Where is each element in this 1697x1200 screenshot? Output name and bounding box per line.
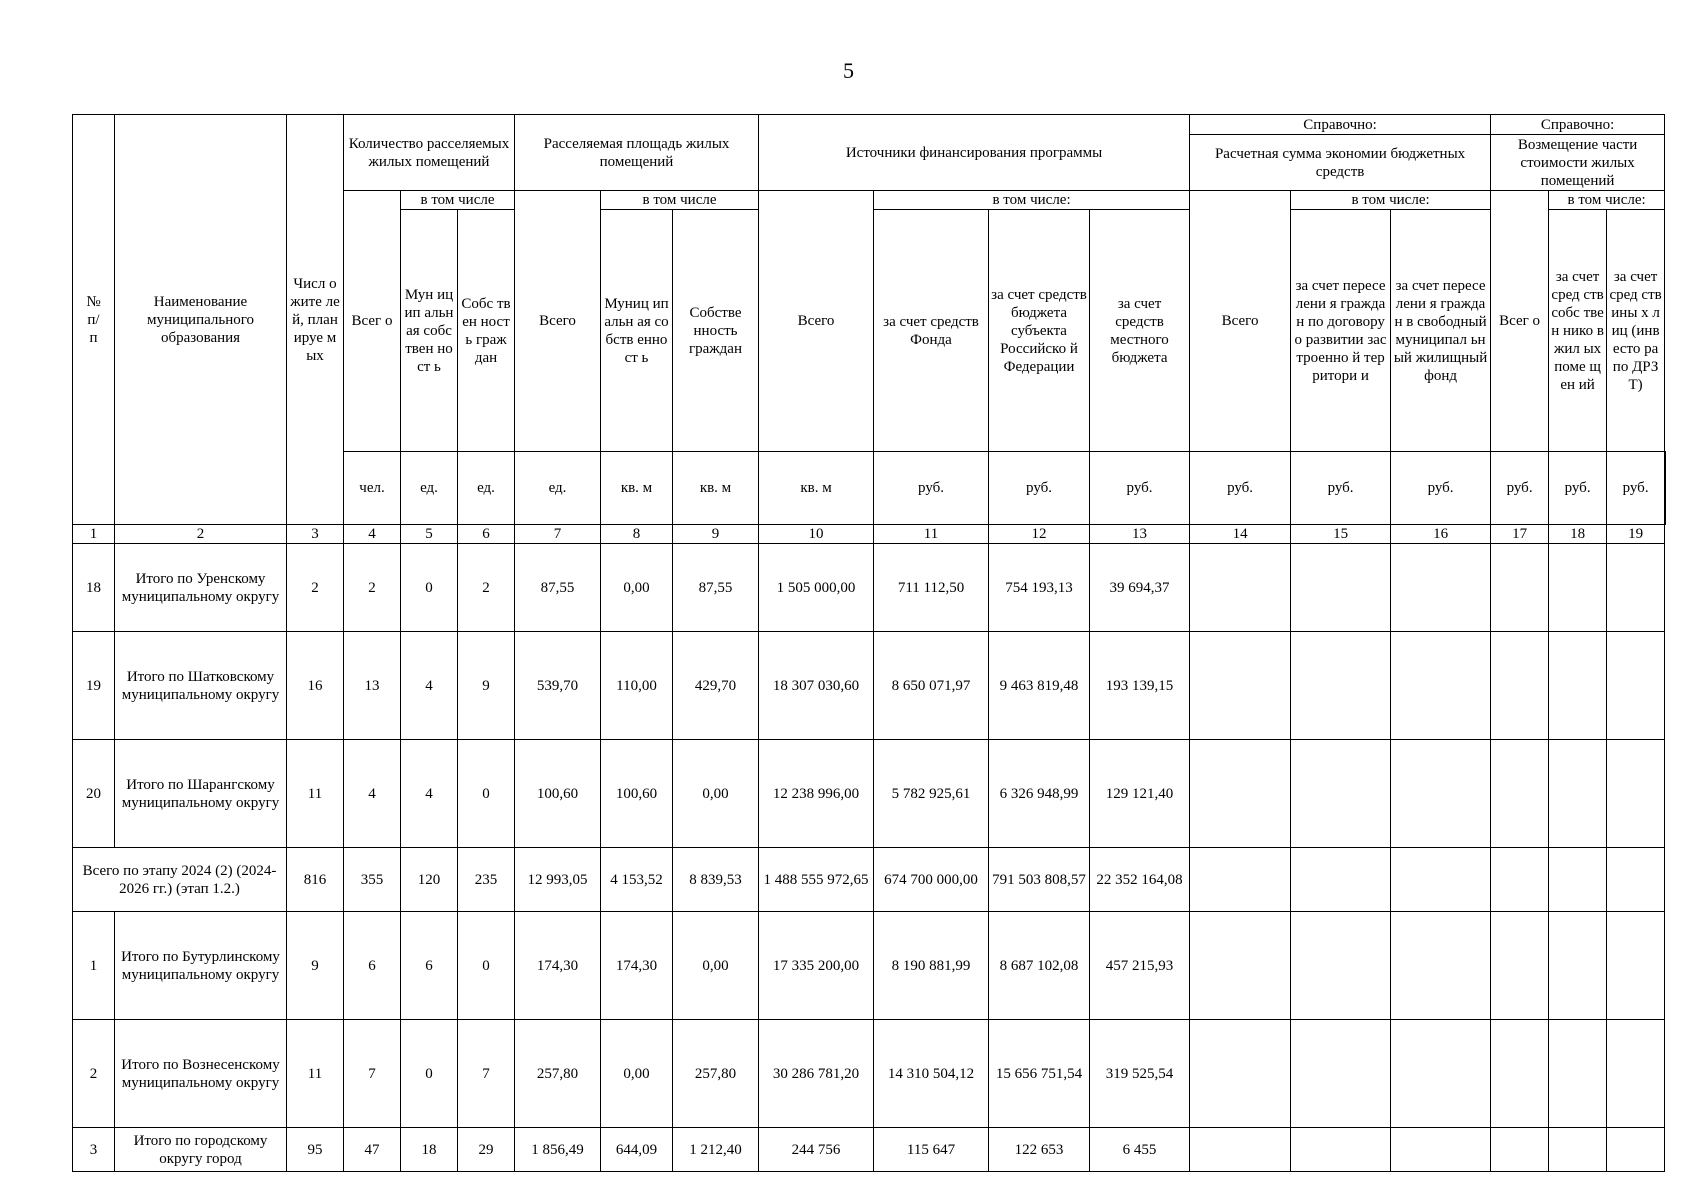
row-number: 18 — [73, 544, 115, 632]
table-row — [73, 544, 1666, 632]
column-number: 18 — [1549, 525, 1607, 544]
fin-total-cell: 18 307 030,60 — [759, 632, 874, 740]
fin-total-cell: 30 286 781,20 — [759, 1020, 874, 1128]
residents-cell: 95 — [287, 1128, 344, 1172]
qty-mun-cell: 0 — [401, 544, 458, 632]
qty-total-cell: 355 — [344, 848, 401, 912]
empty-cell — [1549, 1020, 1607, 1128]
header-incl-finance: в том числе: — [874, 191, 1190, 210]
fin-local-cell: 129 121,40 — [1090, 740, 1190, 848]
municipality-name: Итого по городскому округу город — [115, 1128, 287, 1172]
empty-cell — [1549, 544, 1607, 632]
column-number: 17 — [1491, 525, 1549, 544]
empty-cell — [1549, 740, 1607, 848]
qty-mun-cell: 0 — [401, 1020, 458, 1128]
empty-cell — [1491, 1128, 1549, 1172]
fin-fund-cell: 674 700 000,00 — [874, 848, 989, 912]
header-fin-subject: за счет средств бюджета субъекта Российско й Федерации — [989, 210, 1090, 452]
qty-total-cell: 13 — [344, 632, 401, 740]
header-fin-fund: за счет средств Фонда — [874, 210, 989, 452]
column-number: 14 — [1190, 525, 1291, 544]
header-qty-group: Количество расселяемых жилых помещений — [344, 115, 515, 191]
empty-cell — [1607, 544, 1665, 632]
qty-mun-cell: 120 — [401, 848, 458, 912]
qty-total-cell: 7 — [344, 1020, 401, 1128]
table-row — [73, 912, 1666, 1020]
header-qty-mun: Мун ицип альн ая собс твен ност ь — [401, 210, 458, 452]
area-mun-cell: 100,60 — [601, 740, 673, 848]
unit-cell: руб. — [989, 452, 1090, 525]
fin-total-cell: 244 756 — [759, 1128, 874, 1172]
unit-cell: кв. м — [759, 452, 874, 525]
fin-subject-cell: 9 463 819,48 — [989, 632, 1090, 740]
empty-cell — [1291, 912, 1391, 1020]
unit-cell: ед. — [458, 452, 515, 525]
row-number: 2 — [73, 1020, 115, 1128]
unit-cell: чел. — [344, 452, 401, 525]
residents-cell: 9 — [287, 912, 344, 1020]
unit-cell: кв. м — [673, 452, 759, 525]
area-mun-cell: 110,00 — [601, 632, 673, 740]
area-own-cell: 8 839,53 — [673, 848, 759, 912]
page-number: 5 — [843, 58, 854, 83]
header-ref1-total: Всего — [1190, 191, 1291, 452]
header-ref2-others: за счет сред ств ины х лиц (инв есто ра по ДРЗ Т) — [1607, 210, 1665, 452]
fin-subject-cell: 15 656 751,54 — [989, 1020, 1090, 1128]
empty-cell — [1491, 1020, 1549, 1128]
fin-fund-cell: 8 190 881,99 — [874, 912, 989, 1020]
qty-mun-cell: 6 — [401, 912, 458, 1020]
empty-cell — [1549, 848, 1607, 912]
header-fin-local: за счет средств местного бюджета — [1090, 210, 1190, 452]
area-total-cell: 1 856,49 — [515, 1128, 601, 1172]
empty-cell — [1607, 1020, 1665, 1128]
residents-cell: 11 — [287, 740, 344, 848]
empty-cell — [1491, 848, 1549, 912]
empty-cell — [1391, 912, 1491, 1020]
header-area-total: Всего — [515, 191, 601, 452]
qty-own-cell: 29 — [458, 1128, 515, 1172]
header-area-group: Расселяемая площадь жилых помещений — [515, 115, 759, 191]
fin-local-cell: 22 352 164,08 — [1090, 848, 1190, 912]
empty-cell — [1549, 632, 1607, 740]
column-number: 4 — [344, 525, 401, 544]
unit-cell: руб. — [1549, 452, 1607, 525]
column-number: 12 — [989, 525, 1090, 544]
row-number: 1 — [73, 912, 115, 1020]
column-number: 15 — [1291, 525, 1391, 544]
qty-total-cell: 4 — [344, 740, 401, 848]
stage-total-row — [73, 848, 1666, 912]
row-number: 19 — [73, 632, 115, 740]
fin-local-cell: 39 694,37 — [1090, 544, 1190, 632]
table-row — [73, 1020, 1666, 1128]
empty-cell — [1291, 848, 1391, 912]
unit-cell: руб. — [1607, 452, 1665, 525]
row-number: 20 — [73, 740, 115, 848]
header-fin-total: Всего — [759, 191, 874, 452]
municipality-name: Итого по Шарангскому муниципальному округу — [115, 740, 287, 848]
fin-subject-cell: 754 193,13 — [989, 544, 1090, 632]
header-ref1-top: Справочно: — [1190, 115, 1491, 135]
area-own-cell: 0,00 — [673, 740, 759, 848]
area-mun-cell: 4 153,52 — [601, 848, 673, 912]
column-number: 19 — [1607, 525, 1665, 544]
header-ref1-group: Расчетная сумма экономии бюджетных средств — [1190, 135, 1491, 191]
area-own-cell: 257,80 — [673, 1020, 759, 1128]
table-row — [73, 1128, 1666, 1172]
empty-cell — [1190, 544, 1291, 632]
residents-cell: 16 — [287, 632, 344, 740]
empty-cell — [1291, 544, 1391, 632]
fin-local-cell: 319 525,54 — [1090, 1020, 1190, 1128]
unit-cell: кв. м — [601, 452, 673, 525]
empty-cell — [1391, 544, 1491, 632]
fin-total-cell: 12 238 996,00 — [759, 740, 874, 848]
qty-total-cell: 6 — [344, 912, 401, 1020]
area-total-cell: 100,60 — [515, 740, 601, 848]
fin-fund-cell: 5 782 925,61 — [874, 740, 989, 848]
header-qty-own: Собс твен ност ь граж дан — [458, 210, 515, 452]
empty-cell — [1607, 632, 1665, 740]
unit-cell: руб. — [1190, 452, 1291, 525]
column-number: 3 — [287, 525, 344, 544]
header-ref2-owners: за счет сред ств собс твен нико в жил ых поме щен ий — [1549, 210, 1607, 452]
unit-cell: руб. — [1491, 452, 1549, 525]
area-mun-cell: 174,30 — [601, 912, 673, 1020]
qty-mun-cell: 4 — [401, 740, 458, 848]
unit-cell: руб. — [874, 452, 989, 525]
municipality-name: Итого по Вознесенскому муниципальному округу — [115, 1020, 287, 1128]
empty-cell — [1391, 740, 1491, 848]
residents-cell: 816 — [287, 848, 344, 912]
header-col-residents: Числ о жите лей, план ируе мых — [287, 115, 344, 525]
empty-cell — [1190, 632, 1291, 740]
column-number: 13 — [1090, 525, 1190, 544]
residents-cell: 11 — [287, 1020, 344, 1128]
table-row — [73, 740, 1666, 848]
empty-cell — [1291, 740, 1391, 848]
empty-cell — [1607, 1128, 1665, 1172]
stage-total-label: Всего по этапу 2024 (2) (2024-2026 гг.) (этап 1.2.) — [73, 848, 287, 912]
empty-cell — [1190, 848, 1291, 912]
qty-own-cell: 0 — [458, 912, 515, 1020]
fin-local-cell: 457 215,93 — [1090, 912, 1190, 1020]
fin-subject-cell: 122 653 — [989, 1128, 1090, 1172]
header-finance-group: Источники финансирования программы — [759, 115, 1190, 191]
column-number: 5 — [401, 525, 458, 544]
empty-cell — [1491, 544, 1549, 632]
empty-cell — [1491, 632, 1549, 740]
header-incl-qty: в том числе — [401, 191, 515, 210]
qty-own-cell: 9 — [458, 632, 515, 740]
column-number: 6 — [458, 525, 515, 544]
residents-cell: 2 — [287, 544, 344, 632]
header-col-number: № п/ п — [73, 115, 115, 525]
area-total-cell: 257,80 — [515, 1020, 601, 1128]
fin-subject-cell: 8 687 102,08 — [989, 912, 1090, 1020]
unit-cell: руб. — [1291, 452, 1391, 525]
empty-cell — [1391, 848, 1491, 912]
municipality-name: Итого по Бутурлинскому муниципальному округу — [115, 912, 287, 1020]
row-number: 3 — [73, 1128, 115, 1172]
empty-cell — [1607, 848, 1665, 912]
resettlement-table — [72, 114, 1666, 1172]
area-mun-cell: 644,09 — [601, 1128, 673, 1172]
column-number: 2 — [115, 525, 287, 544]
fin-local-cell: 6 455 — [1090, 1128, 1190, 1172]
column-number: 16 — [1391, 525, 1491, 544]
area-own-cell: 1 212,40 — [673, 1128, 759, 1172]
empty-cell — [1607, 912, 1665, 1020]
unit-cell: руб. — [1391, 452, 1491, 525]
qty-mun-cell: 18 — [401, 1128, 458, 1172]
column-number: 10 — [759, 525, 874, 544]
header-ref2-total: Всег о — [1491, 191, 1549, 452]
header-qty-total: Всег о — [344, 191, 401, 452]
column-number: 11 — [874, 525, 989, 544]
unit-cell: руб. — [1090, 452, 1190, 525]
fin-total-cell: 1 505 000,00 — [759, 544, 874, 632]
fin-subject-cell: 791 503 808,57 — [989, 848, 1090, 912]
qty-total-cell: 47 — [344, 1128, 401, 1172]
qty-total-cell: 2 — [344, 544, 401, 632]
fin-fund-cell: 8 650 071,97 — [874, 632, 989, 740]
header-incl-area: в том числе — [601, 191, 759, 210]
qty-own-cell: 7 — [458, 1020, 515, 1128]
area-total-cell: 12 993,05 — [515, 848, 601, 912]
empty-cell — [1291, 1128, 1391, 1172]
header-col-name: Наименование муниципального образования — [115, 115, 287, 525]
empty-cell — [1549, 912, 1607, 1020]
qty-own-cell: 2 — [458, 544, 515, 632]
area-total-cell: 87,55 — [515, 544, 601, 632]
empty-cell — [1291, 1020, 1391, 1128]
table-row — [73, 632, 1666, 740]
empty-cell — [1391, 1128, 1491, 1172]
fin-subject-cell: 6 326 948,99 — [989, 740, 1090, 848]
header-incl-ref1: в том числе: — [1291, 191, 1491, 210]
empty-cell — [1549, 1128, 1607, 1172]
empty-cell — [1491, 740, 1549, 848]
header-ref2-top: Справочно: — [1491, 115, 1665, 135]
fin-local-cell: 193 139,15 — [1090, 632, 1190, 740]
header-area-mun: Муниц ипальн ая собств енност ь — [601, 210, 673, 452]
column-number: 9 — [673, 525, 759, 544]
area-mun-cell: 0,00 — [601, 1020, 673, 1128]
empty-cell — [1190, 1128, 1291, 1172]
area-mun-cell: 0,00 — [601, 544, 673, 632]
empty-cell — [1391, 632, 1491, 740]
empty-cell — [1190, 1020, 1291, 1128]
unit-cell: ед. — [401, 452, 458, 525]
column-number: 8 — [601, 525, 673, 544]
header-incl-ref2: в том числе: — [1549, 191, 1665, 210]
empty-cell — [1291, 632, 1391, 740]
fin-fund-cell: 711 112,50 — [874, 544, 989, 632]
header-area-own: Собстве нность граждан — [673, 210, 759, 452]
fin-total-cell: 1 488 555 972,65 — [759, 848, 874, 912]
fin-total-cell: 17 335 200,00 — [759, 912, 874, 1020]
empty-cell — [1190, 912, 1291, 1020]
qty-own-cell: 235 — [458, 848, 515, 912]
area-total-cell: 174,30 — [515, 912, 601, 1020]
unit-cell: ед. — [515, 452, 601, 525]
qty-own-cell: 0 — [458, 740, 515, 848]
fin-fund-cell: 115 647 — [874, 1128, 989, 1172]
empty-cell — [1607, 740, 1665, 848]
header-ref1-free: за счет переселени я граждан в свободный муниципал ьный жилищный фонд — [1391, 210, 1491, 452]
empty-cell — [1190, 740, 1291, 848]
empty-cell — [1491, 912, 1549, 1020]
fin-fund-cell: 14 310 504,12 — [874, 1020, 989, 1128]
area-own-cell: 87,55 — [673, 544, 759, 632]
header-ref2-group: Возмещение части стоимости жилых помещений — [1491, 135, 1665, 191]
header-ref1-dev: за счет переселени я граждан по договору о развитии застроенно й территори и — [1291, 210, 1391, 452]
unit-cell — [1665, 452, 1666, 525]
area-total-cell: 539,70 — [515, 632, 601, 740]
municipality-name: Итого по Уренскому муниципальному округу — [115, 544, 287, 632]
column-number: 7 — [515, 525, 601, 544]
area-own-cell: 429,70 — [673, 632, 759, 740]
municipality-name: Итого по Шатковскому муниципальному округу — [115, 632, 287, 740]
area-own-cell: 0,00 — [673, 912, 759, 1020]
column-number: 1 — [73, 525, 115, 544]
empty-cell — [1391, 1020, 1491, 1128]
qty-mun-cell: 4 — [401, 632, 458, 740]
